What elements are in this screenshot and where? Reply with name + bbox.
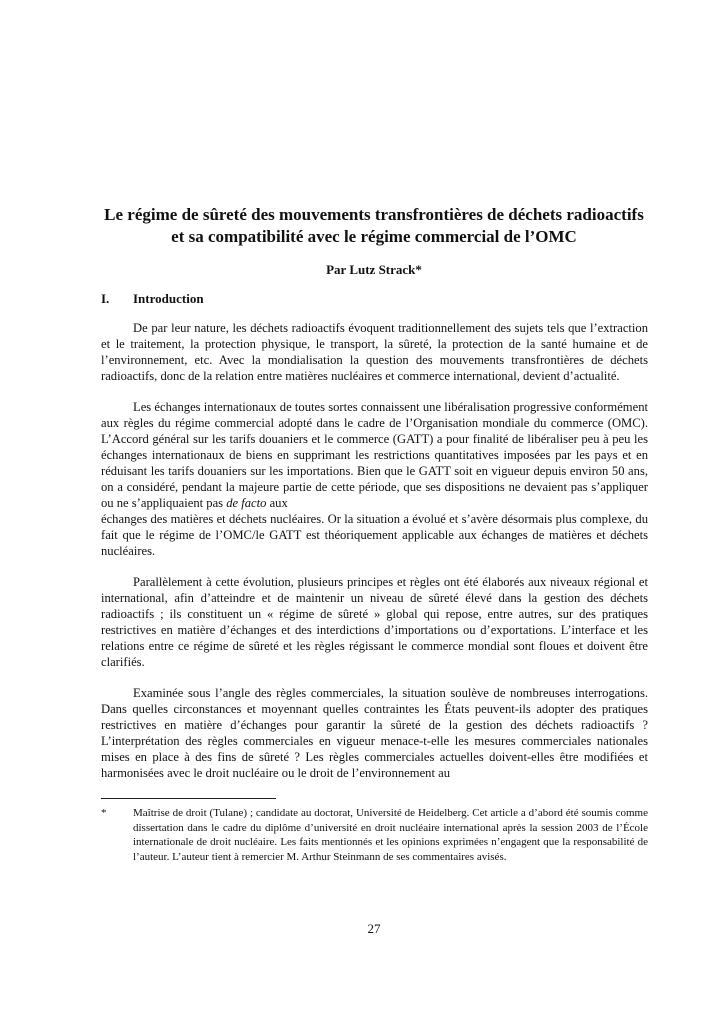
paragraph: Examinée sous l’angle des règles commerciales, la situation soulève de nombreuses interrogations. Dans quelles circonstances et moyennant quelles contraintes les États peuvent-ils adopter des pratiques restrictives en matière d’échanges pour garantir la sûreté de la gestion des déchets radioactifs ? L’interprétation des règles commerciales en vigueur menace-t-elle les mesures commerciales nationales mises en place à des fins de sûreté ? Les règles commerciales actuelles doivent-elles être modifiées et harmonisées avec le droit nucléaire ou le droit de l’environnement au [101,686,648,780]
section-title: Introduction [133,291,204,306]
paragraph [101,399,648,511]
title-line-1: Le régime de sûreté des mouvements transfrontières de déchets radioactifs [104,205,644,224]
paragraph-continuation: échanges des matières et déchets nucléaires. Or la situation a évolué et s’avère désormais plus complexe, du fait que le régime de l’OMC/le GATT est théoriquement applicable aux échanges de matières et déchets nucléaires. [101,512,648,558]
paragraph-text: aux [269,496,288,510]
footnote-text: Maîtrise de droit (Tulane) ; candidate au doctorat, Université de Heidelberg. Cet article a d’abord été soumis comme dissertation dans le cadre du diplôme d’université en droit nucléaire international après la session 2003 de l’École internationale de droit nucléaire. Les faits mentionnés et les opinions exprimées n’engagent que la responsabilité de l’auteur. L’auteur tient à remercier M. Arthur Steinmann de ses commentaires avisés. [133,807,648,863]
section-heading [101,291,204,307]
footnote-separator [101,798,276,799]
paragraph-text: Les échanges internationaux de toutes sortes connaissent une libéralisation progressive conformément aux règles du régime commercial adopté dans le cadre de l’Organisation mondiale du commerce (OMC). L’Accord général sur les tarifs douaniers et le commerce (GATT) a pour finalité de libéraliser peu à peu les échanges internationaux de biens en supprimant les restrictions quantitatives imposées par les pays et en réduisant les tarifs douaniers sur les importations. Bien que le GATT soit en vigueur depuis environ 50 ans, on a considéré, pendant la majeure partie de cette période, que ses dispositions ne devaient pas s’appliquer ou ne s’appliquaient pas [101,400,648,510]
italic-term: de facto [226,496,267,510]
body-text [101,320,648,781]
paragraph: Parallèlement à cette évolution, plusieurs principes et règles ont été élaborés aux niveaux régional et international, afin d’atteindre et de maintenir un niveau de sûreté élevé dans la gestion des déchets radioactifs ; ils constituent un « régime de sûreté » global qui repose, entre autres, sur des pratiques restrictives en matière d’échanges et des interdictions d’importations ou d’exportations. L’interface et les relations entre ce régime de sûreté et les règles régissant le commerce mondial sont floues et doivent être clarifiés. [101,575,648,669]
paragraph: De par leur nature, les déchets radioactifs évoquent traditionnellement des sujets tels que l’extraction et le traitement, la protection physique, le transport, la sûreté, la protection de la santé humaine et de l’environnement, etc. Avec la mondialisation la question des mouvements transfrontières de déchets radioactifs, donc de la relation entre matières nucléaires et commerce international, devient d’actualité. [101,321,648,383]
author-byline: Par Lutz Strack* [326,262,422,277]
article-title [96,204,652,248]
footnote-mark: * [101,807,107,819]
section-number: I. [101,291,110,306]
page-number: 27 [367,921,381,936]
title-line-2: et sa compatibilité avec le régime commercial de l’OMC [171,227,577,246]
footnote [101,806,648,864]
